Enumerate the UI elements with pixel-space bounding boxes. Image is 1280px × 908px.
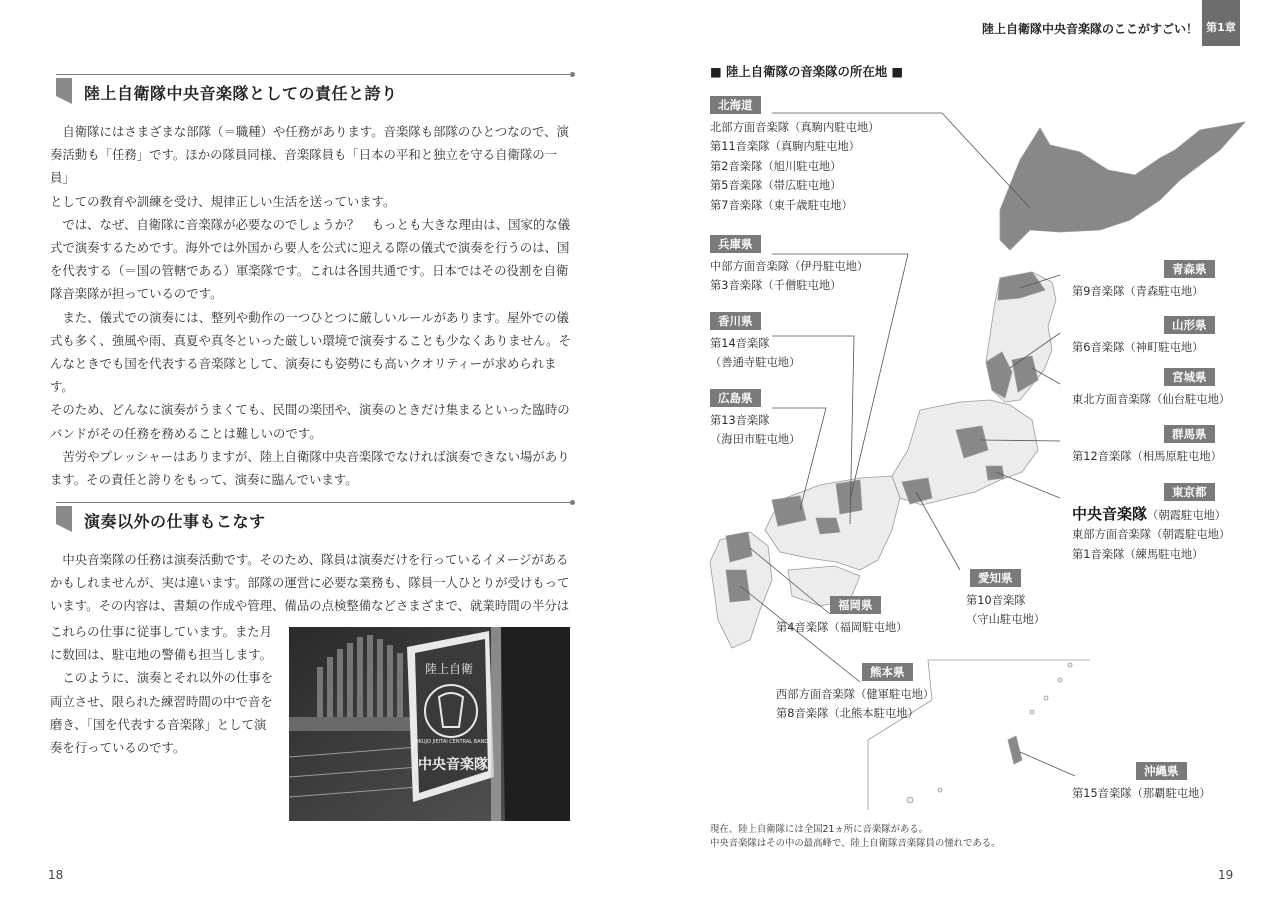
band-item: 第10音楽隊 xyxy=(966,594,1026,607)
body-line: このように、演奏とそれ以外の仕事を xyxy=(50,670,274,686)
body-line: ます。その責任と誇りをもって、演奏に臨んでいます。 xyxy=(50,472,358,488)
body-line: 苦労やプレッシャーはありますが、陸上自衛隊中央音楽隊でなければ演奏できない場があり xyxy=(50,448,570,464)
band-item: 第5音楽隊（帯広駐屯地） xyxy=(710,179,842,193)
central-band-name: 中央音楽隊 xyxy=(1072,505,1148,523)
map-title: ■ 陸上自衛隊の音楽隊の所在地 ■ xyxy=(710,64,904,79)
body-line: としての教育や訓練を受け、規律正しい生活を送っています。 xyxy=(50,193,396,209)
band-flag-photo xyxy=(289,627,570,821)
band-list-aichi xyxy=(966,591,1045,630)
body-line: かもしれませんが、実は違います。部隊の運営に必要な業務も、隊員一人ひとりが受けもって xyxy=(50,575,570,591)
pref-label-gunma: 群馬県 xyxy=(1164,425,1215,443)
body-line: に数回は、駐屯地の警備も担当します。 xyxy=(50,647,273,663)
band-item: 第9音楽隊（青森駐屯地） xyxy=(1072,285,1204,298)
map-caption xyxy=(710,823,1000,851)
band-list-fukuoka xyxy=(776,618,907,637)
caption-line: 中央音楽隊はその中の最高峰で、陸上自衛隊音楽隊員の憧れである。 xyxy=(710,838,1001,849)
hyogo xyxy=(836,480,862,514)
band-list-kumamoto xyxy=(776,685,934,724)
band-item: 東北方面音楽隊（仙台駐屯地） xyxy=(1072,393,1231,406)
page-number-right: 19 xyxy=(1218,868,1234,882)
body-line: 両立させ、限られた練習時間の中で音を xyxy=(50,693,273,709)
flag-text-2: 中央音楽隊 xyxy=(418,757,488,773)
body-line: 磨き、「国を代表する音楽隊」として演 xyxy=(50,716,267,732)
okinawa xyxy=(1008,736,1022,764)
pref-label-hiroshima: 広島県 xyxy=(710,389,761,407)
band-list-okinawa xyxy=(1072,784,1211,803)
page-number-left: 18 xyxy=(48,868,64,882)
band-item: 第8音楽隊（北熊本駐屯地） xyxy=(776,707,919,721)
chapter-tab: 第1章 xyxy=(1202,12,1240,46)
body-line: 中央音楽隊の任務は演奏活動です。そのため、隊員は演奏だけを行っているイメージがある xyxy=(50,552,569,567)
band-item: 第14音楽隊 xyxy=(710,337,770,350)
section-2-body-wide xyxy=(50,548,572,618)
okinawa-inset-frame xyxy=(868,660,1090,810)
body-line: 奏を行っているのです。 xyxy=(50,740,186,756)
pref-label-aomori: 青森県 xyxy=(1164,260,1215,278)
band-item: 第2音楽隊（旭川駐屯地） xyxy=(710,159,842,173)
band-item: 東部方面音楽隊（朝霞駐屯地） xyxy=(1072,528,1231,542)
band-item: 第3音楽隊（千僧駐屯地） xyxy=(710,279,842,293)
hiroshima xyxy=(772,496,806,526)
flag-text-1: 陸上自衛 xyxy=(424,662,474,676)
pref-label-kagawa: 香川県 xyxy=(710,312,761,330)
band-item: （守山駐屯地） xyxy=(966,613,1046,627)
band-item: 第1音楽隊（練馬駐屯地） xyxy=(1072,547,1204,561)
body-line: バンドがその任務を務めることは難しいのです。 xyxy=(50,425,322,441)
band-item: 第11音楽隊（真駒内駐屯地） xyxy=(710,140,860,154)
pref-label-tokyo: 東京都 xyxy=(1164,483,1215,501)
body-line: これらの仕事に従事しています。また月 xyxy=(50,624,273,639)
kagawa xyxy=(816,518,840,534)
section-heading-1 xyxy=(56,72,572,106)
pref-label-okinawa: 沖縄県 xyxy=(1136,762,1187,780)
pref-label-fukuoka: 福岡県 xyxy=(830,596,881,614)
body-line: 式で演奏するためです。海外では外国から要人を公式に迎える際の儀式で演奏を行うのは、国 xyxy=(50,240,570,256)
body-line: 自衛隊にはさまざまな部隊（＝職種）や任務があります。音楽隊も部隊のひとつなので、演 xyxy=(50,124,569,139)
tokyo xyxy=(986,466,1004,480)
band-list-miyagi xyxy=(1072,390,1230,409)
section-1-body xyxy=(50,120,572,491)
band-item: （善通寺駐屯地） xyxy=(710,356,801,370)
heading-rule xyxy=(56,74,572,75)
chapter-tab-bar xyxy=(1202,0,1240,12)
body-line: います。その内容は、書類の作成や管理、備品の点検整備などさまざまで、就業時間の半分は xyxy=(50,598,570,614)
section-2-body-narrow xyxy=(50,620,282,759)
flag-emblem-text: RIKUJO JIEITAI CENTRAL BAND xyxy=(413,739,489,745)
body-line: 奏活動も「任務」です。ほかの隊員同様、音楽隊員も「日本の平和と独立を守る自衛隊の一員」 xyxy=(50,147,558,186)
pref-label-hyogo: 兵庫県 xyxy=(710,235,761,253)
pref-label-aichi: 愛知県 xyxy=(970,569,1021,587)
band-list-hyogo xyxy=(710,257,868,296)
section-title-2: 演奏以外の仕事もこなす xyxy=(84,512,266,531)
band-list-kagawa xyxy=(710,334,800,373)
pref-label-miyagi: 宮城県 xyxy=(1164,368,1215,386)
body-line: そのため、どんなに演奏がうまくても、民間の楽団や、演奏のときだけ集まるといった臨時の xyxy=(50,402,570,418)
pref-label-yamagata: 山形県 xyxy=(1164,316,1215,334)
central-band-base: （朝霞駐屯地） xyxy=(1147,509,1227,522)
central-band-item xyxy=(1072,505,1230,525)
band-item: 第12音楽隊（相馬原駐屯地） xyxy=(1072,450,1222,463)
section-heading-2 xyxy=(56,500,572,534)
pref-label-hokkaido: 北海道 xyxy=(710,96,761,114)
body-line: んなときでも国を代表する音楽隊として、演奏にも姿勢にも高いクオリティーが求められます。 xyxy=(50,356,557,395)
band-item: 第6音楽隊（神町駐屯地） xyxy=(1072,341,1204,354)
body-line: では、なぜ、自衛隊に音楽隊が必要なのでしょうか？ もっとも大きな理由は、国家的な儀 xyxy=(50,216,571,232)
band-list-yamagata xyxy=(1072,338,1203,357)
body-line: を代表する（＝国の管轄である）軍楽隊です。これは各国共通です。日本ではその役割を自衛 xyxy=(50,263,569,279)
band-item: 第13音楽隊 xyxy=(710,414,770,427)
pref-label-kumamoto: 熊本県 xyxy=(862,663,913,681)
section-title-1: 陸上自衛隊中央音楽隊としての責任と誇り xyxy=(84,84,398,103)
band-item: 中部方面音楽隊（伊丹駐屯地） xyxy=(710,260,869,273)
body-line: 隊音楽隊が担っているのです。 xyxy=(50,286,223,302)
band-list-hiroshima xyxy=(710,411,800,450)
running-head-title: 陸上自衛隊中央音楽隊のここがすごい！ xyxy=(981,22,1198,36)
caption-line: 現在、陸上自衛隊には全国21ヵ所に音楽隊がある。 xyxy=(710,824,929,835)
band-item: 第7音楽隊（東千歳駐屯地） xyxy=(710,198,853,212)
heading-rule xyxy=(56,502,572,503)
band-list-tokyo xyxy=(1072,505,1230,564)
body-line: また、儀式での演奏には、整列や動作の一つひとつに厳しいルールがあります。屋外での儀 xyxy=(50,309,569,325)
band-item: 西部方面音楽隊（健軍駐屯地） xyxy=(776,688,935,701)
band-list-hokkaido xyxy=(710,118,879,215)
photo-illustration xyxy=(289,627,570,821)
band-item: （海田市駐屯地） xyxy=(710,433,801,447)
running-head xyxy=(981,0,1280,48)
hokkaido xyxy=(1000,122,1245,250)
band-item: 北部方面音楽隊（真駒内駐屯地） xyxy=(710,121,880,134)
band-item: 第15音楽隊（那覇駐屯地） xyxy=(1072,787,1211,800)
band-list-gunma xyxy=(1072,447,1222,466)
band-list-aomori xyxy=(1072,282,1203,301)
kumamoto xyxy=(726,570,750,602)
band-item: 第4音楽隊（福岡駐屯地） xyxy=(776,621,908,634)
body-line: 式も多く、強風や雨、真夏や真冬といった厳しい環境で演奏することも少なくありません。そ xyxy=(50,332,571,348)
